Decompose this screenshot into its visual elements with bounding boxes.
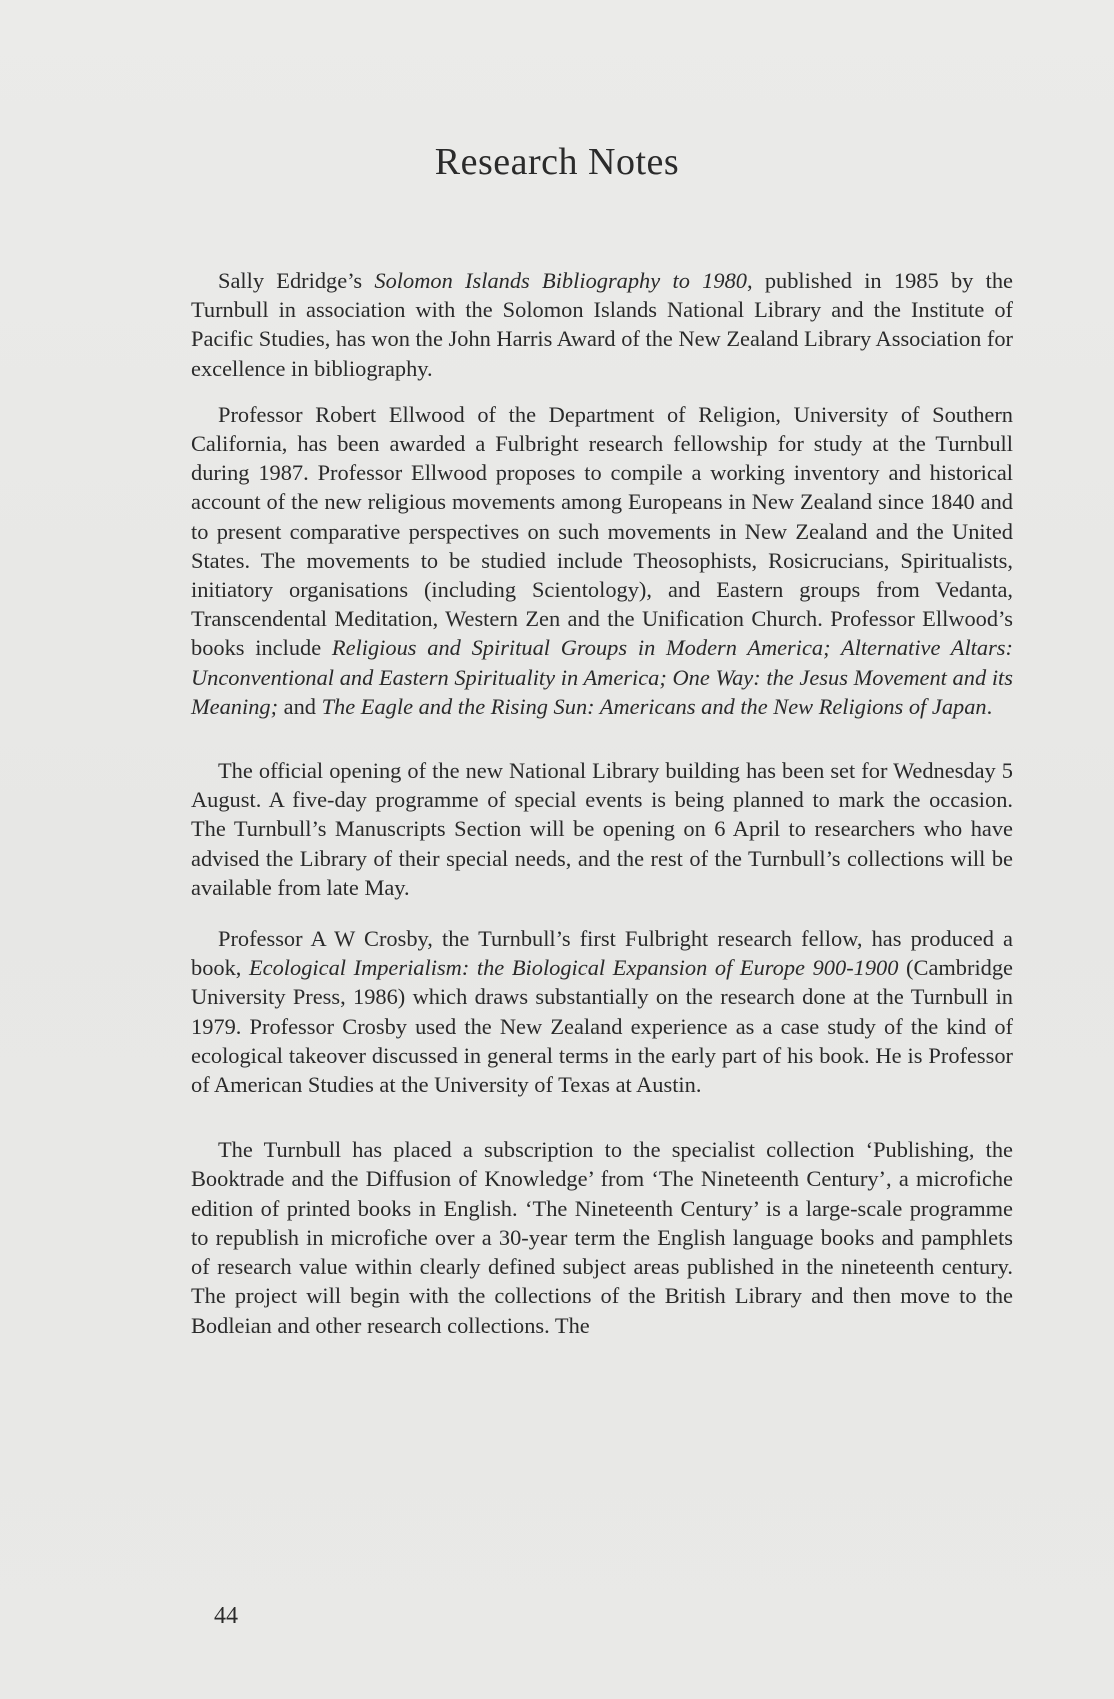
italic-title-text: Solomon Islands Bibliography to 1980 [374, 268, 747, 293]
body-text: The Turnbull has placed a subscription to the specialist collection ‘Publishing, the Booktrade and the Diffusion of Knowledge’ from ‘The Nineteenth Century’, a microfiche edition of printed books in English. ‘The Nineteenth Century’ is a large-scale programme to republish in microfiche over a 30-year term the English language books and pamphlets of research value within clearly defined subject areas published in the nineteenth century. The project will begin with the collections of the British Library and then move to the Bodleian and other research collections. The [191, 1137, 1013, 1338]
page-title: Research Notes [434, 141, 680, 183]
paragraph-library-opening [191, 756, 1013, 902]
article-body [191, 266, 1013, 1340]
body-text: The official opening of the new National Library building has been set for Wednesday 5 August. A five-day programme of special events is being planned to mark the occasion. The Turnbull’s Manuscripts Section will be opening on 6 April to researchers who have advised the Library of their special needs, and the rest of the Turnbull’s collections will be available from late May. [191, 758, 1013, 900]
body-text: Professor Robert Ellwood of the Department of Religion, University of Southern California, has been awarded a Fulbright research fellowship for study at the Turnbull during 1987. Professor Ellwood proposes to compile a working inventory and historical account of the new religious movements among Europeans in New Zealand since 1840 and to present comparative perspectives on such movements in New Zealand and the United States. The movements to be studied include Theosophists, Rosicrucians, Spiritualists, initiatory organisations (including Scientology), and Eastern groups from Vedanta, Transcendental Meditation, Western Zen and the Unification Church. Professor Ellwood’s books include [191, 401, 1013, 661]
paragraph-bibliography-award [191, 266, 1013, 383]
paragraph-microfiche-subscription [191, 1135, 1013, 1339]
body-text: Sally Edridge’s [218, 268, 375, 293]
page-number: 44 [214, 1603, 238, 1629]
paragraph-ellwood-fellowship [191, 400, 1013, 721]
italic-title-text: The Eagle and the Rising Sun: Americans and the New Religions of Japan [321, 693, 987, 719]
paragraph-crosby-book [191, 924, 1013, 1099]
italic-title-text: Ecological Imperialism: the Biological Expansion of Europe 900-1900 [249, 955, 899, 981]
body-text: Professor A W Crosby, the Turnbull’s first Fulbright research fellow, has produced a book, [191, 926, 1013, 981]
body-text: and [278, 693, 322, 719]
italic-title-text: Religious and Spiritual Groups in Modern America; Alternative Altars: Unconventional and Eastern Spirituality in America; One Way: the Jesus Movement and its Meaning; [191, 635, 1013, 719]
body-text: . [986, 693, 993, 719]
body-text: (Cambridge University Press, 1986) which draws substantially on the research done at the Turnbull in 1979. Professor Crosby used the New Zealand experience as a case study of the kind of ecological takeover discussed in general terms in the early part of his book. He is Professor of American Studies at the University of Texas at Austin. [191, 955, 1013, 1098]
body-text: , published in 1985 by the Turnbull in association with the Solomon Islands National Library and the Institute of Pacific Studies, has won the John Harris Award of the New Zealand Library Association for excellence in bibliography. [191, 268, 1013, 381]
